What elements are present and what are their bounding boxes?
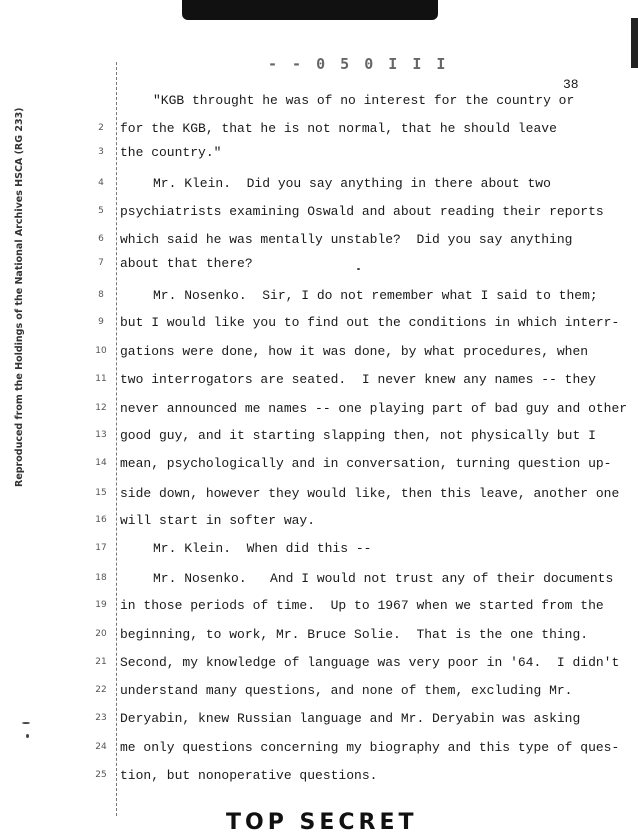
line-text: which said he was mentally unstable? Did you say anything [120,232,573,247]
line-number: 15 [95,488,107,498]
line-text: two interrogators are seated. I never knew any names -- they [120,372,596,387]
line-text: understand many questions, and none of them, excluding Mr. [120,683,573,698]
line-text: will start in softer way. [120,513,316,528]
line-number: 12 [95,403,107,413]
transcript-line [0,454,638,474]
transcript-line [0,313,638,333]
transcript-line [0,653,638,673]
line-text: Mr. Klein. Did you say anything in there about two [153,176,551,191]
line-number: 5 [98,206,104,216]
line-text: the country." [120,145,222,160]
line-text: good guy, and it starting slapping then, not physically but I [120,428,596,443]
line-text: mean, psychologically and in conversation, turning question up- [120,456,612,471]
line-text: for the KGB, that he is not normal, that he should leave [120,121,557,136]
transcript-line [0,370,638,390]
archive-side-note: Reproduced from the Holdings of the National Archives HSCA (RG 233) [14,107,25,487]
line-text: side down, however they would like, then this leave, another one [120,486,620,501]
line-number: 25 [95,770,107,780]
transcript-line [0,511,638,531]
scan-speck [357,268,360,270]
line-number: 11 [95,374,107,384]
line-number: 13 [95,430,107,440]
transcript-line [0,738,638,758]
footer-classification-stamp: TOP SECRET [226,810,418,835]
transcript-line [0,230,638,250]
transcript-line [0,484,638,504]
line-number: 18 [95,573,107,583]
line-number: 16 [95,515,107,525]
line-text: psychiatrists examining Oswald and about reading their reports [120,204,604,219]
line-number: 3 [98,147,104,157]
header-stamp: - - 0 5 0 I I I [268,55,449,73]
line-number: 14 [95,458,107,468]
line-text: gations were done, how it was done, by what procedures, when [120,344,589,359]
transcript-line [0,91,638,111]
transcript-line [0,539,638,559]
line-text: tion, but nonoperative questions. [120,768,378,783]
transcript-line [0,174,638,194]
transcript-line [0,709,638,729]
line-number: 23 [95,713,107,723]
transcript-line [0,143,638,163]
line-text: in those periods of time. Up to 1967 when we started from the [120,598,604,613]
line-text: "KGB throught he was of no interest for the country or [153,93,575,108]
page-number: 38 [563,77,579,92]
transcript-line [0,766,638,786]
line-text: Mr. Klein. When did this -- [153,541,372,556]
transcript-line [0,681,638,701]
line-number: 7 [98,258,104,268]
line-number: 22 [95,685,107,695]
line-number: 8 [98,290,104,300]
line-number: 17 [95,543,107,553]
line-number: 2 [98,123,104,133]
page-top-redaction-bar [182,0,438,20]
line-number: 19 [95,600,107,610]
line-text: about that there? [120,256,253,271]
line-text: me only questions concerning my biography and this type of ques- [120,740,620,755]
scan-speck [22,722,30,724]
line-text: never announced me names -- one playing part of bad guy and other [120,401,628,416]
line-text: Deryabin, knew Russian language and Mr. Deryabin was asking [120,711,581,726]
line-number: 10 [95,346,107,356]
transcript-line [0,202,638,222]
line-text: but I would like you to find out the conditions in which interr- [120,315,620,330]
line-number: 21 [95,657,107,667]
transcript-line [0,426,638,446]
transcript-line [0,119,638,139]
line-text: Mr. Nosenko. And I would not trust any of their documents [153,571,614,586]
line-number: 20 [95,629,107,639]
transcript-line [0,569,638,589]
transcript-line [0,399,638,419]
line-text: Second, my knowledge of language was very poor in '64. I didn't [120,655,620,670]
line-number: 6 [98,234,104,244]
line-number: 9 [98,317,104,327]
transcript-line [0,254,638,274]
transcript-line [0,596,638,616]
transcript-line [0,625,638,645]
transcript-line [0,286,638,306]
line-number: 24 [95,742,107,752]
line-text: beginning, to work, Mr. Bruce Solie. That is the one thing. [120,627,589,642]
scan-edge-mark [631,18,638,68]
line-number: 4 [98,178,104,188]
transcript-line [0,342,638,362]
scan-speck [26,734,29,738]
line-text: Mr. Nosenko. Sir, I do not remember what I said to them; [153,288,598,303]
